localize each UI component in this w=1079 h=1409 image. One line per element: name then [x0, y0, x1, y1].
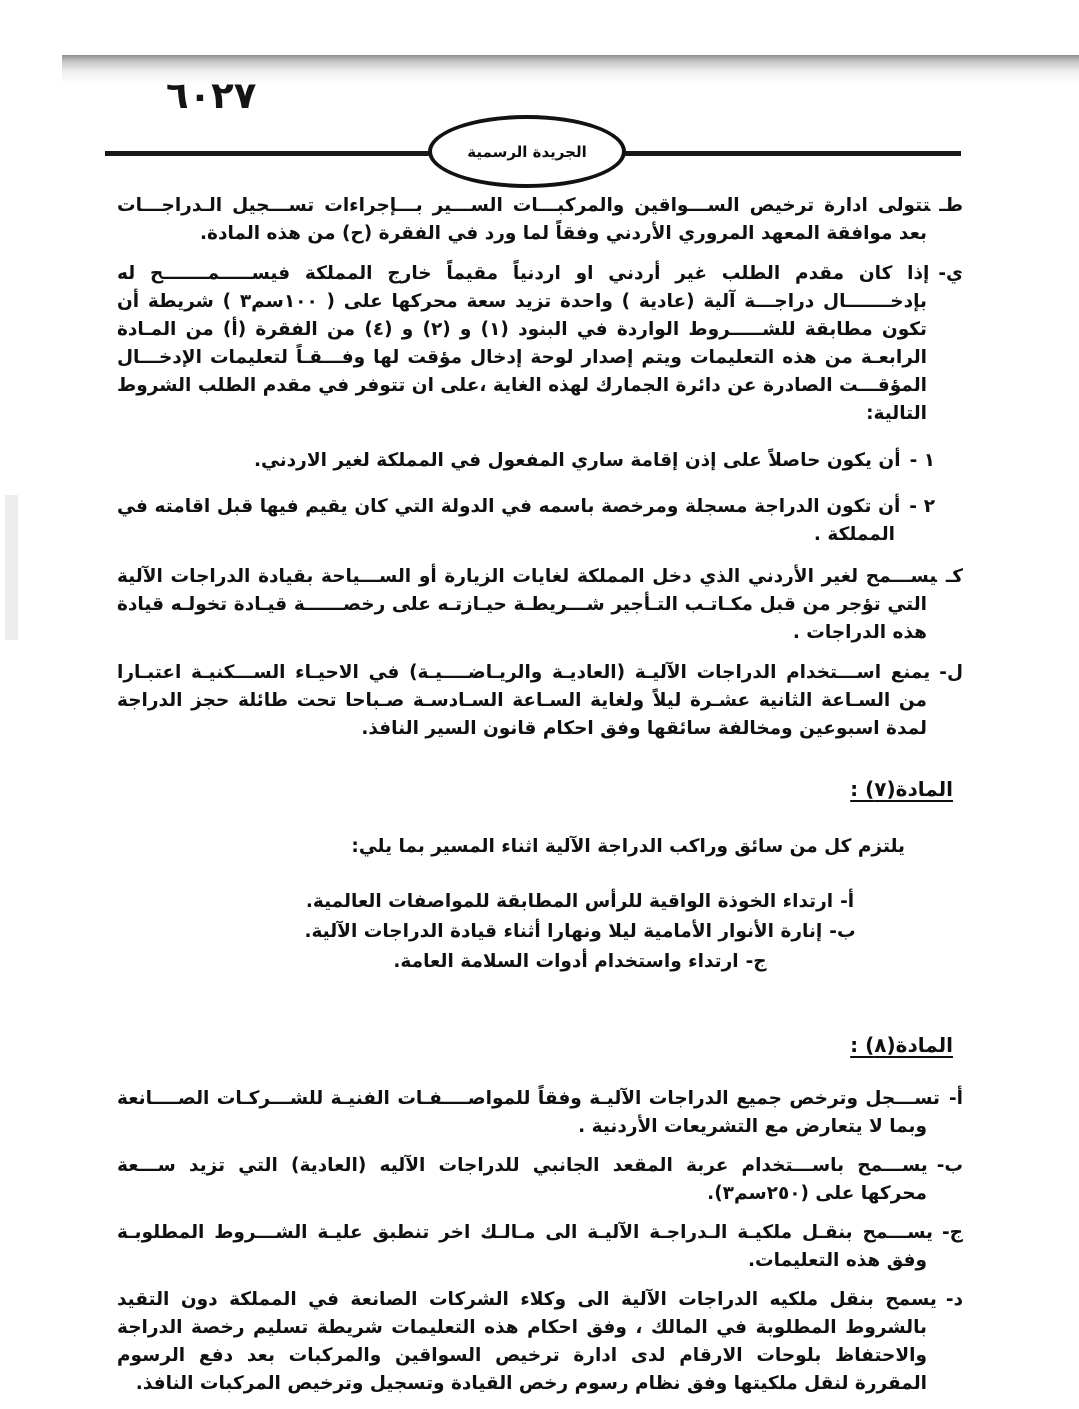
- article-8-heading: [117, 1031, 953, 1059]
- article-8-item-d: [117, 1286, 963, 1398]
- article-7-heading: [117, 775, 953, 803]
- condition-text: أن يكون حاصلاً على إذن إقامة ساري المفعول في المملكة لغير الاردني.: [253, 449, 901, 471]
- page-number: ٦٠٢٧: [166, 74, 257, 117]
- item-marker: أ-: [840, 891, 855, 912]
- article-8-item-j: [117, 1219, 963, 1275]
- article-7-item-j: [237, 947, 923, 977]
- clause-ta: [117, 192, 963, 248]
- clause-marker: ي-: [938, 263, 963, 284]
- article-7-items: [237, 887, 923, 977]
- clause-ya: [117, 260, 963, 428]
- item-text: يســـمح باســـتخدام عربة المقعد الجانبي للدراجات الآليه (العادية) التي تزيد ســـعة محركها على (٢٥٠سم٣).: [117, 1155, 928, 1204]
- item-marker: ج-: [941, 1222, 963, 1243]
- item-marker: ب-: [936, 1155, 963, 1176]
- item-marker: د-: [945, 1289, 963, 1310]
- item-text: إنارة الأنوار الأمامية ليلا ونهارا أثناء قيادة الدراجات الآلية.: [304, 921, 823, 942]
- clause-text: إذا كان مقدم الطلب غير أردني او اردنياً مقيماً خارج المملكة فيســـــمـــــــح له بإدخـــــــال دراجـــة آلية (عادية ) واحدة تزيد سعة محركها على ( ١٠٠سم٣ ) شريطة أن تكون مطابقة للشـــــروط الواردة في البنود (١) و (٢) و (٤) من الفقرة (أ) من المـادة الرابعـة من هذه التعليمات ويتم إصدار لوحة إدخال مؤقت لها وفـــقـاً لتعليمات الإدخـــال المؤقـــت الصادرة عن دائرة الجمارك لهذه الغاية ،على ان تتوفر في مقدم الطلب الشروط التالية:: [117, 263, 930, 424]
- article-7-intro: يلتزم كل من سائق وراكب الدراجة الآلية اثناء المسير بما يلي:: [351, 836, 905, 857]
- condition-1: [117, 447, 935, 475]
- item-marker: ج-: [745, 951, 767, 972]
- spacer: [117, 1059, 963, 1085]
- item-text: يسمح بنقل ملكيه الدراجات الآلية الى وكلاء الشركات الصانعة في المملكة دون التقيد بالشروط المطلوبة في المالك ، وفق احكام هذه التعليمات شريطة تسليم رخصة الدراجة والاحتفاظ بلوحات الارقام لدى ادارة ترخيص السواقين والمركبات بعد دفع الرسوم المقررة لنقل ملكيتها وفق نظام رسوم رخص القيادة وتسجيل وترخيص المركبات النافذ.: [117, 1289, 937, 1394]
- condition-marker: ٢ -: [909, 496, 935, 517]
- condition-marker: ١ -: [909, 449, 935, 471]
- clause-lam: [117, 659, 963, 743]
- article-7-item-b: [237, 917, 923, 947]
- article-8-items: [117, 1085, 963, 1398]
- masthead-title: الجريدة الرسمية: [467, 142, 587, 161]
- clause-text: تتولى ادارة ترخيص الســـواقين والمركبـــات الســـير بـــإجراءات تســـجيل الـدراجـــات بعد موافقة المعهد المروري الأردني وفقاً لما ورد في الفقرة (ح) من هذه المادة.: [117, 195, 931, 244]
- conditions-list: [117, 447, 963, 550]
- article-8-item-b: [117, 1152, 963, 1208]
- item-text: ارتداء واستخدام أدوات السلامة العامة.: [393, 951, 739, 972]
- scan-left-artifact: [5, 495, 18, 640]
- item-text: ارتداء الخوذة الواقية للرأس المطابقة للمواصفات العالمية.: [305, 891, 834, 912]
- clause-marker: كـ: [945, 566, 963, 587]
- document-body: [117, 192, 963, 1409]
- item-marker: ب-: [829, 921, 856, 942]
- condition-text: أن تكون الدراجة مسجلة ومرخصة باسمه في الدولة التي كان يقيم فيها قبل اقامته في المملكة .: [117, 496, 901, 545]
- clause-text: يســـمح لغير الأردني الذي دخل المملكة لغايات الزيارة أو الســـياحة بقيادة الدراجات الآلية التي تؤجر من قبل مكـاتـب التـأجير شـــريطـة حيـازتـه على رخصــــــة قيـادة تخولـه قيادة هذه الدراجات .: [117, 566, 937, 643]
- item-marker: أ-: [948, 1088, 963, 1109]
- clause-marker: طـ: [939, 195, 963, 216]
- masthead-oval: [428, 115, 626, 188]
- item-text: تســـجل وترخص جميع الدراجات الآليـة وفقاً للمواصــــفـات الفنيـة للشـــركـات الصــــانعة وبما لا يتعارض مع التشريعات الأردنية .: [117, 1088, 940, 1137]
- item-text: يســـمح بنقـل ملكيـة الـدراجـة الآليـة الى مـالـك اخر تنطبق عليـة الشـــروط المطلوبـة وفق هذه التعليمات.: [117, 1222, 933, 1271]
- clause-kaf: [117, 563, 963, 647]
- article-8-title: المادة(٨) :: [850, 1033, 953, 1057]
- condition-2: [117, 493, 935, 549]
- article-8-item-a: [117, 1085, 963, 1141]
- article-7-item-a: [237, 887, 923, 917]
- article-7-title: المادة(٧) :: [850, 777, 953, 801]
- clause-marker: ل-: [939, 662, 963, 683]
- clause-text: يمنع اســـتخدام الدراجات الآليـة (العاديـة والريـاضــــيـة) في الاحيـاء الســـكنيـة اعتبـارا من السـاعة الثانية عشـرة ليلاً ولغاية السـاعة السـادسـة صـباحا تحت طائلة حجز الدراجة لمدة اسبوعين ومخالفة سائقها وفق احكام قانون السير النافذ.: [117, 662, 931, 739]
